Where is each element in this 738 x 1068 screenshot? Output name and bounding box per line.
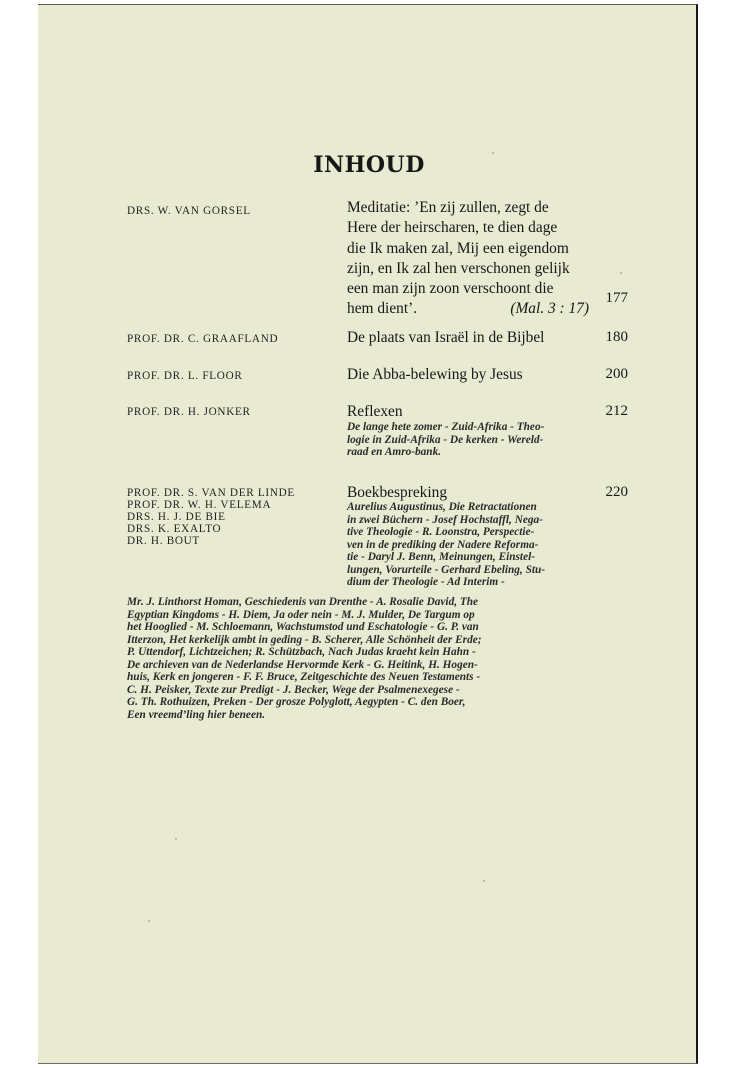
title-last-line — [347, 299, 589, 319]
subtitle-line: De lange hete zomer - Zuid-Afrika - Theo- — [347, 421, 545, 433]
title-line: hem dient’. — [347, 300, 418, 318]
entry-authors — [127, 370, 342, 382]
subtitle-line: Aurelius Augustinus, Die Retractationen — [347, 501, 537, 513]
subtitle-line: tive Theologie - R. Loonstra, Perspectie- — [347, 526, 535, 538]
review-line: huis, Kerk en jongeren - F. F. Bruce, Zeitgeschichte des Neuen Testaments - — [127, 671, 481, 683]
subtitle-line: ven in de prediking der Nadere Reforma- — [347, 538, 539, 551]
scan-speck — [492, 152, 494, 154]
author: PROF. DR. W. H. VELEMA — [127, 499, 272, 511]
entry-title: Boekbespreking — [347, 484, 448, 501]
review-line: Egyptian Kingdoms - H. Diem, Ja oder nein - M. J. Mulder, De Targum op — [127, 608, 475, 621]
entry-subtitle — [347, 421, 589, 459]
review-line: Mr. J. Linthorst Homan, Geschiedenis van Drenthe - A. Rosalie David, The — [127, 596, 479, 608]
subtitle-line: in zwei Büchern - Josef Hochstaffl, Nega- — [347, 513, 543, 526]
page-number: 177 — [605, 290, 628, 306]
page-number: 220 — [605, 484, 628, 500]
title-line: die Ik maken zal, Mij een eigendom — [347, 239, 569, 257]
subtitle-line: logie in Zuid-Afrika - De kerken - Wereld- — [347, 433, 544, 446]
subtitle-line: lungen, Vorurteile - Gerhard Ebeling, Stu- — [347, 563, 546, 576]
author: PROF. DR. L. FLOOR — [127, 370, 243, 382]
author: DRS. K. EXALTO — [127, 523, 222, 535]
author: DRS. W. VAN GORSEL — [127, 205, 251, 217]
subtitle-line: dium der Theologie - Ad Interim - — [347, 576, 505, 588]
entry-authors — [127, 487, 342, 547]
review-line: Itterzon, Het kerkelijk ambt in geding - B. Scherer, Alle Schönheit der Erde; — [127, 633, 482, 646]
book-review-list — [127, 596, 587, 721]
title-line: een man zijn zoon verschoont die — [347, 280, 554, 298]
title-line: Meditatie: ’En zij zullen, zegt de — [347, 199, 549, 216]
entry-title: Die Abba-belewing by Jesus — [347, 366, 523, 383]
scan-speck — [483, 880, 485, 882]
author: DR. H. BOUT — [127, 535, 200, 547]
author: PROF. DR. S. VAN DER LINDE — [127, 487, 295, 499]
review-line: De archieven van de Nederlandse Hervormde Kerk - G. Heitink, H. Hogen- — [127, 658, 478, 671]
page-number: 200 — [605, 366, 628, 382]
scripture-reference: (Mal. 3 : 17) — [510, 300, 589, 318]
entry-authors — [127, 333, 342, 345]
title-line: zijn, en Ik zal hen verschonen gelijk — [347, 259, 570, 277]
review-line: Een vreemd’ling hier beneen. — [127, 708, 266, 721]
entry-subtitle — [347, 501, 589, 589]
review-line: C. H. Peisker, Texte zur Predigt - J. Becker, Wege der Psalmenexegese - — [127, 683, 460, 696]
scan-speck — [175, 838, 177, 840]
entry-title: Reflexen — [347, 403, 403, 420]
entry-authors — [127, 205, 342, 217]
page-number: 212 — [605, 403, 628, 419]
author: PROF. DR. C. GRAAFLAND — [127, 333, 279, 345]
scan-speck — [148, 920, 150, 922]
review-line: P. Uttendorf, Lichtzeichen; R. Schützbach, Nach Judas kraeht kein Hahn - — [127, 646, 476, 658]
author: PROF. DR. H. JONKER — [127, 406, 251, 418]
author: DRS. H. J. DE BIE — [127, 511, 226, 523]
entry-title — [347, 198, 589, 320]
subtitle-line: raad en Amro-bank. — [347, 446, 442, 458]
title-line: Here der heirscharen, te dien dage — [347, 219, 558, 237]
review-line: het Hooglied - M. Schloemann, Wachstumstod und Eschatologie - G. P. van — [127, 621, 479, 633]
page-number: 180 — [605, 329, 628, 345]
review-line: G. Th. Rothuizen, Preken - Der grosze Polyglott, Aegypten - C. den Boer, — [127, 696, 466, 708]
scan-speck — [620, 272, 622, 274]
entry-authors — [127, 406, 342, 418]
entry-title: De plaats van Israël in de Bijbel — [347, 329, 545, 346]
page-title: INHOUD — [313, 152, 425, 178]
subtitle-line: tie - Daryl J. Benn, Meinungen, Einstel- — [347, 551, 535, 563]
